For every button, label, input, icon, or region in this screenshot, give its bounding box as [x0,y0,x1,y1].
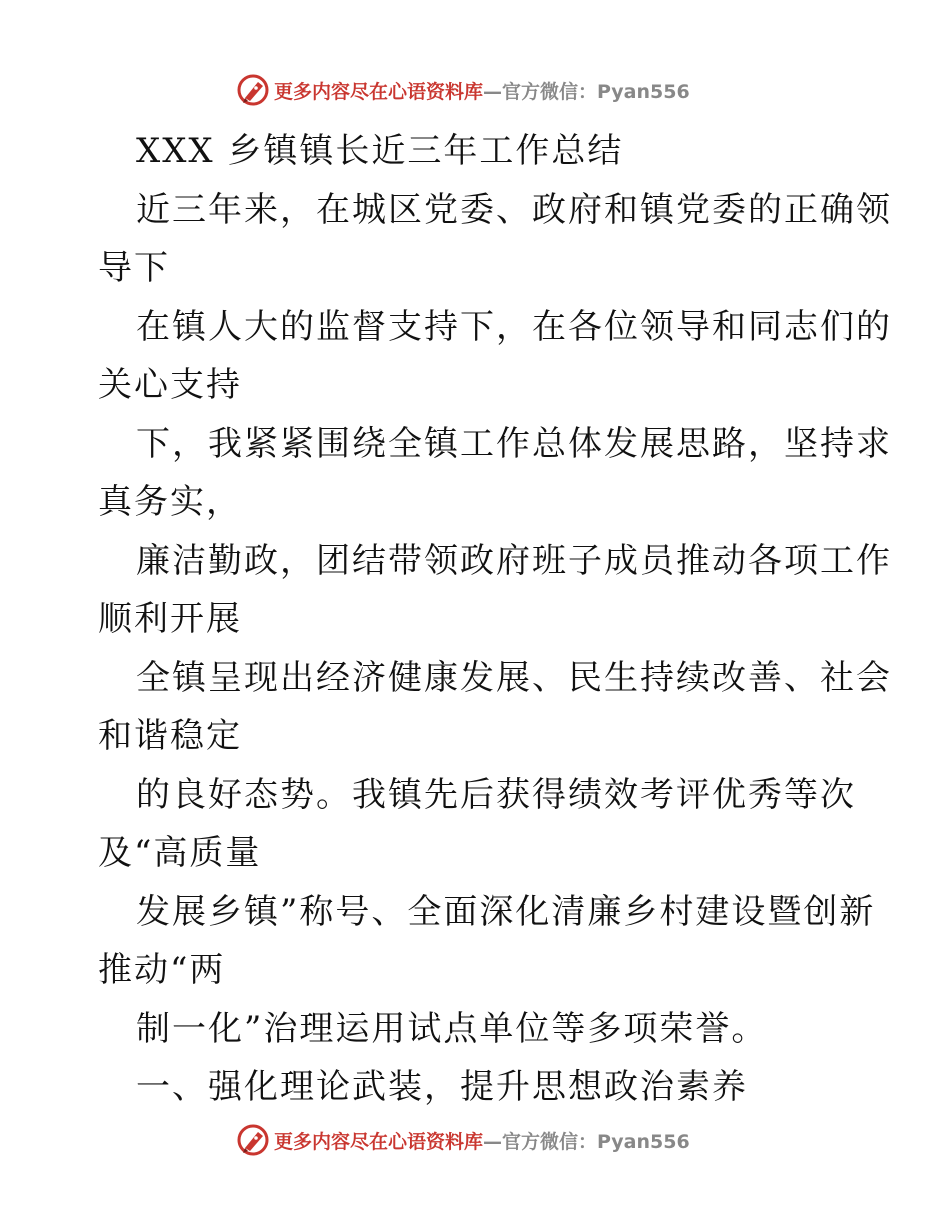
footer-watermark [236,1120,690,1160]
header-watermark [236,70,690,110]
watermark-dash: — [483,80,503,103]
watermark-contact-text: 官方微信：Pyan556 [502,1130,690,1153]
watermark-main-text: 更多内容尽在心语资料库 [274,80,484,103]
text-line: 的良好态势。我镇先后获得绩效考评优秀等次 [136,774,856,815]
text-line: 在镇人大的监督支持下，在各位领导和同志们的 [136,306,892,347]
text-line: 及“高质量 [98,833,262,873]
text-line: 真务实， [98,482,242,522]
document-title: XXX 乡镇镇长近三年工作总结 [136,131,624,171]
text-line: 顺利开展 [98,599,242,639]
text-line: 下，我紧紧围绕全镇工作总体发展思路，坚持求 [136,423,892,464]
pen-logo-icon [236,1123,270,1157]
pen-logo-icon [236,73,270,107]
text-line: 关心支持 [98,365,242,405]
text-line: 推动“两 [98,950,226,990]
text-line: 制一化”治理运用试点单位等多项荣誉。 [136,1008,768,1049]
text-line: 近三年来，在城区党委、政府和镇党委的正确领 [136,189,892,230]
document-body [98,122,892,1117]
text-line: 和谐稳定 [98,716,242,756]
text-line: 全镇呈现出经济健康发展、民生持续改善、社会 [136,657,892,698]
watermark-dash: — [483,1130,503,1153]
watermark-contact-text: 官方微信：Pyan556 [502,80,690,103]
text-line: 发展乡镇”称号、全面深化清廉乡村建设暨创新 [136,891,876,932]
text-line: 导下 [98,248,170,288]
text-line: 一、强化理论武装，提升思想政治素养 [136,1067,748,1107]
watermark-main-text: 更多内容尽在心语资料库 [274,1130,484,1153]
text-line: 廉洁勤政，团结带领政府班子成员推动各项工作 [136,540,892,581]
